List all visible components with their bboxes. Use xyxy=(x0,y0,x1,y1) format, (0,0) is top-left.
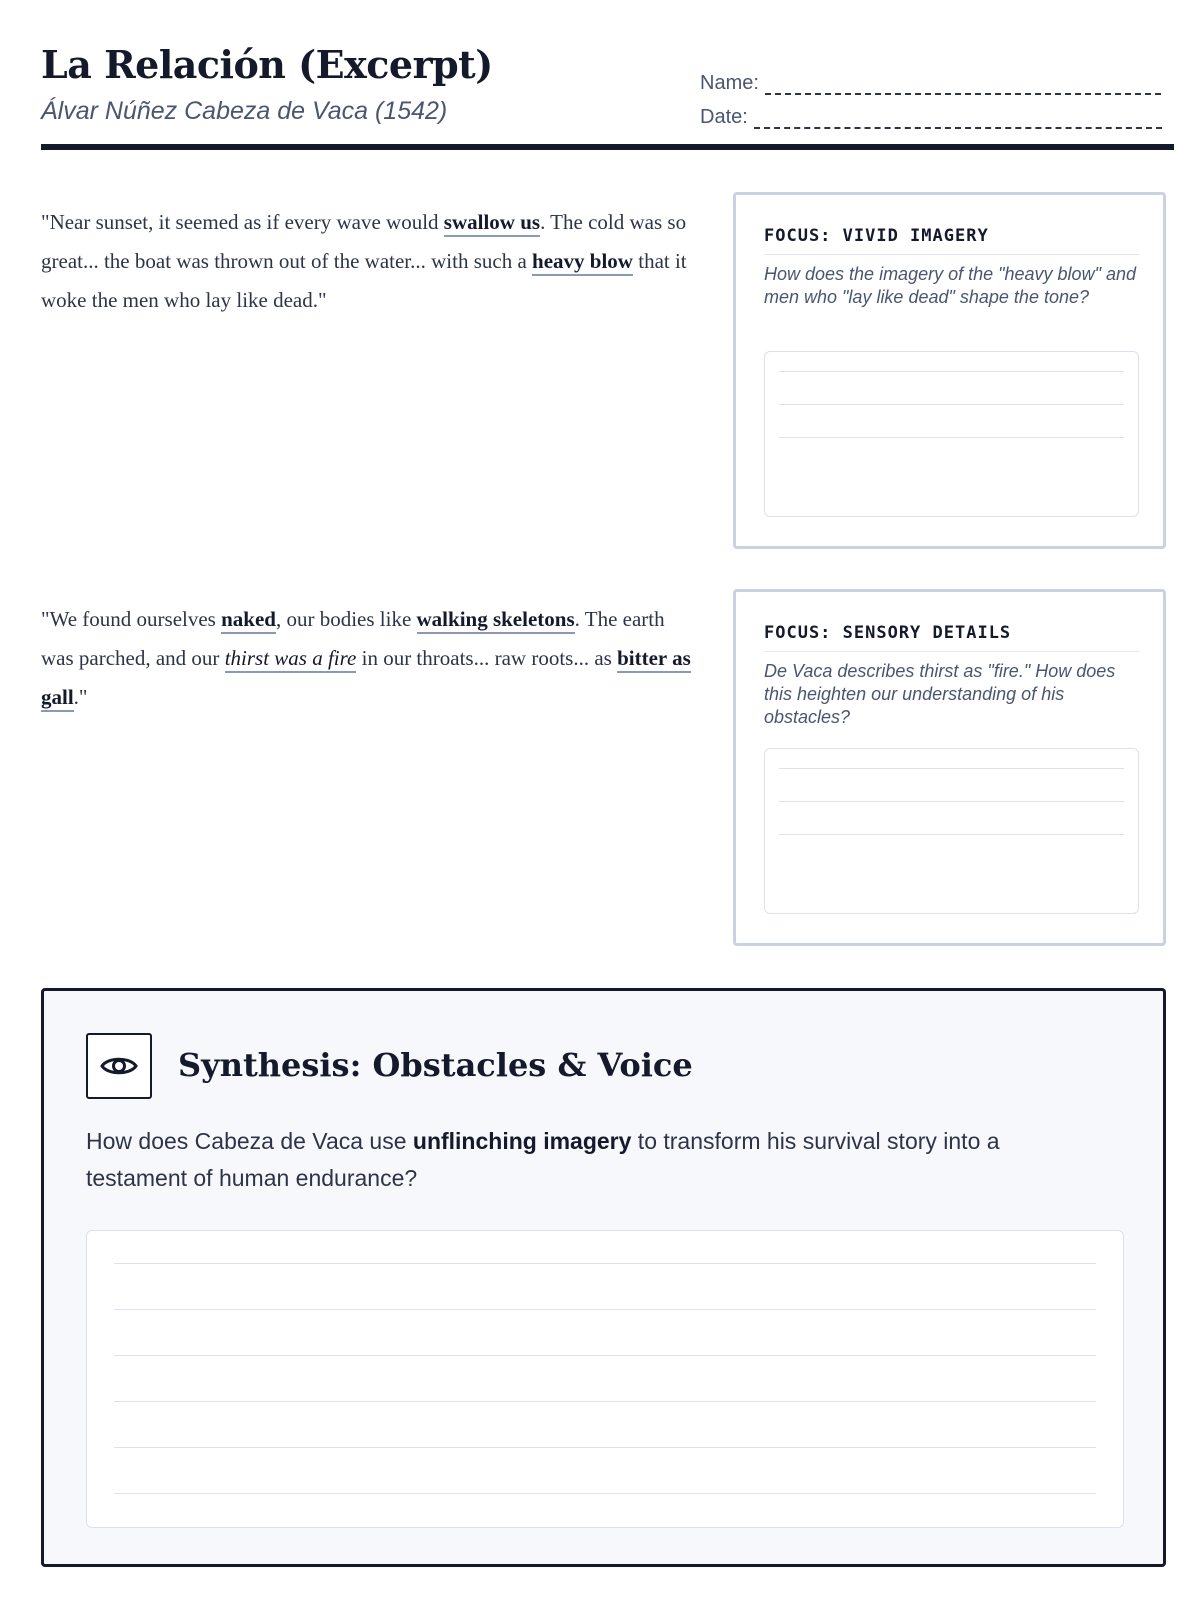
synthesis-question-text: to transform his survival story into a testament of human endurance? xyxy=(86,1128,1000,1191)
key-phrase: swallow us xyxy=(444,210,540,237)
answer-line xyxy=(114,1309,1096,1310)
page-subtitle: Álvar Núñez Cabeza de Vaca (1542) xyxy=(41,97,448,125)
passage-text: that it woke the men who lay like dead." xyxy=(41,249,687,312)
passage-text: , our bodies like xyxy=(275,607,417,631)
answer-line xyxy=(114,1447,1096,1448)
page-title: La Relación (Excerpt) xyxy=(41,42,493,87)
key-phrase: naked xyxy=(221,607,276,634)
header-divider xyxy=(41,144,1174,150)
synthesis-answer-box[interactable] xyxy=(86,1230,1124,1528)
key-phrase: thirst was a fire xyxy=(225,646,357,673)
synthesis-question-text: How does Cabeza de Vaca use xyxy=(86,1128,413,1154)
synthesis-question xyxy=(86,1123,1086,1197)
date-label: Date: xyxy=(700,106,748,128)
focus-label: FOCUS: VIVID IMAGERY xyxy=(764,226,1139,255)
synthesis-panel xyxy=(41,988,1166,1567)
passage-text: . The cold was so great... the boat was thrown out of the water... with such a xyxy=(41,210,687,273)
answer-line xyxy=(779,801,1124,802)
passage-text: "Near sunset, it seemed as if every wave would xyxy=(41,210,444,234)
passage-2 xyxy=(41,600,691,717)
answer-line xyxy=(114,1493,1096,1494)
answer-line xyxy=(114,1263,1096,1264)
focus-question: How does the imagery of the "heavy blow" and men who "lay like dead" shape the tone? xyxy=(764,264,1136,307)
passage-1 xyxy=(41,203,691,320)
synthesis-title: Synthesis: Obstacles & Voice xyxy=(178,1046,693,1084)
answer-line xyxy=(779,768,1124,769)
eye-icon xyxy=(86,1033,152,1099)
name-field[interactable] xyxy=(700,72,1161,95)
answer-line xyxy=(114,1401,1096,1402)
focus-question: De Vaca describes thirst as "fire." How does this heighten our understanding of his obstacles? xyxy=(764,661,1116,727)
answer-box[interactable] xyxy=(764,748,1139,914)
key-phrase: heavy blow xyxy=(532,249,633,276)
passage-text: in our throats... raw roots... as xyxy=(356,646,618,670)
name-label: Name: xyxy=(700,72,759,94)
passage-text: "We found ourselves xyxy=(41,607,222,631)
name-line[interactable] xyxy=(765,77,1161,95)
passage-text: . The earth was parched, and our xyxy=(41,607,665,670)
passage-text: ." xyxy=(73,685,88,709)
key-phrase: walking skeletons xyxy=(417,607,575,634)
focus-label: FOCUS: SENSORY DETAILS xyxy=(764,623,1139,652)
synthesis-question-emphasis: unflinching imagery xyxy=(412,1128,632,1154)
answer-line xyxy=(114,1355,1096,1356)
key-phrase: bitter as gall xyxy=(41,646,691,712)
date-field[interactable] xyxy=(700,106,1162,129)
answer-line xyxy=(779,404,1124,405)
focus-box-imagery xyxy=(733,192,1166,549)
answer-box[interactable] xyxy=(764,351,1139,517)
worksheet-header xyxy=(41,40,1174,152)
answer-line xyxy=(779,437,1124,438)
date-line[interactable] xyxy=(754,111,1162,129)
focus-box-sensory xyxy=(733,589,1166,946)
answer-line xyxy=(779,834,1124,835)
answer-line xyxy=(779,371,1124,372)
